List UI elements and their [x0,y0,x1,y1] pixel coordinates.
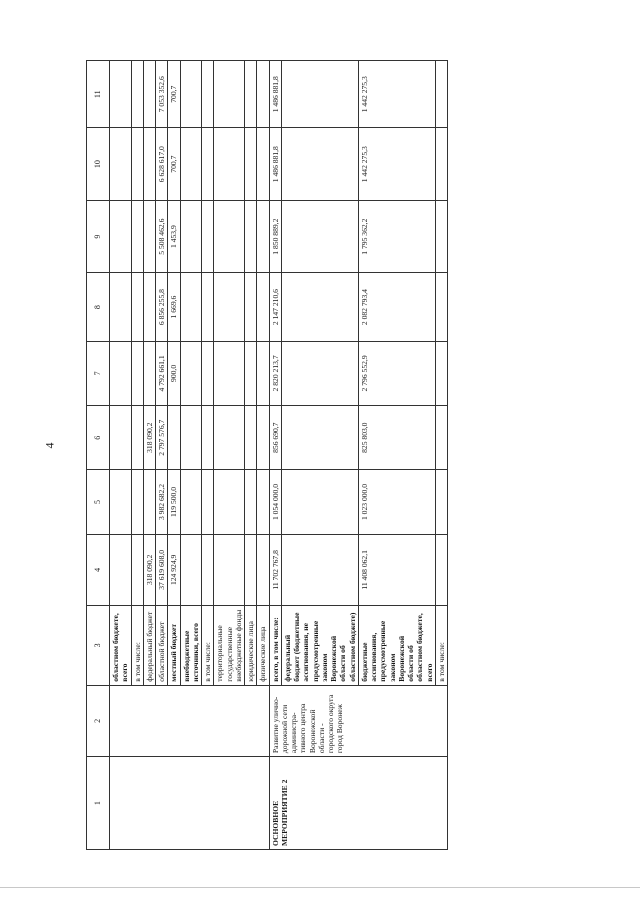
value-cell [180,200,202,272]
value-cell [202,61,214,128]
activity-title: ОСНОВНОЕ МЕРОПРИЯТИЕ 2 [269,757,448,850]
value-cell [180,61,202,128]
value-cell: 1 486 881,8 [269,128,281,200]
funding-source-label: областном бюджете, всего [110,606,132,686]
funding-source-label: всего, в том числе: [269,606,281,686]
value-cell [257,128,269,200]
value-cell [257,534,269,605]
value-cell [435,273,447,341]
header-row [87,61,110,850]
value-cell [131,341,143,405]
value-cell [168,406,180,470]
col-header: 9 [87,200,110,272]
value-cell [214,534,245,605]
description-cell-empty [110,685,270,756]
value-cell [257,470,269,534]
value-cell: 11 408 062,1 [358,534,435,605]
value-cell [202,273,214,341]
value-cell: 6 856 255,8 [156,273,168,341]
value-cell [131,61,143,128]
page-divider [0,887,640,888]
value-cell [281,341,358,405]
rotated-table-container [86,60,596,850]
value-cell [110,128,132,200]
value-cell: 318 090,2 [143,406,155,470]
value-cell [435,200,447,272]
value-cell: 1 442 275,3 [358,128,435,200]
value-cell [143,341,155,405]
value-cell: 7 053 352,6 [156,61,168,128]
value-cell [131,534,143,605]
funding-source-label: физические лица [257,606,269,686]
value-cell: 856 690,7 [269,406,281,470]
value-cell [281,470,358,534]
value-cell: 119 500,0 [168,470,180,534]
value-cell [435,61,447,128]
col-header: 2 [87,685,110,756]
value-cell [180,406,202,470]
funding-source-label: федеральный бюджет [143,606,155,686]
value-cell: 11 702 767,8 [269,534,281,605]
col-header: 7 [87,341,110,405]
value-cell: 318 090,2 [143,534,155,605]
value-cell: 825 803,0 [358,406,435,470]
funding-source-label: территориальные государственные внебюджетные фонды [214,606,245,686]
value-cell: 2 797 576,7 [156,406,168,470]
value-cell [110,273,132,341]
value-cell [257,61,269,128]
value-cell [202,534,214,605]
value-cell [131,470,143,534]
value-cell: 700,7 [168,61,180,128]
value-cell [281,534,358,605]
value-cell [180,128,202,200]
value-cell: 5 508 462,6 [156,200,168,272]
funding-source-label: областной бюджет [156,606,168,686]
value-cell: 4 792 661,1 [156,341,168,405]
value-cell [202,406,214,470]
col-header: 10 [87,128,110,200]
table-row [110,61,132,850]
value-cell [281,200,358,272]
value-cell [435,470,447,534]
col-header: 8 [87,273,110,341]
value-cell [131,406,143,470]
funding-source-label: в том числе: [202,606,214,686]
value-cell [245,341,257,405]
value-cell: 1 486 881,8 [269,61,281,128]
value-cell [202,200,214,272]
value-cell [281,128,358,200]
col-header: 5 [87,470,110,534]
value-cell [435,406,447,470]
value-cell [214,200,245,272]
table-body [110,61,448,850]
value-cell [435,128,447,200]
value-cell: 1 669,6 [168,273,180,341]
value-cell: 1 453,9 [168,200,180,272]
value-cell: 900,0 [168,341,180,405]
funding-source-label: бюджетные ассигнования, предусмотренные законом Воронежской области об областном бюджете, всего [358,606,435,686]
funding-source-label: местный бюджет [168,606,180,686]
value-cell: 1 442 275,3 [358,61,435,128]
value-cell [143,61,155,128]
col-header: 3 [87,606,110,686]
value-cell: 6 628 617,0 [156,128,168,200]
value-cell [131,128,143,200]
value-cell: 700,7 [168,128,180,200]
value-cell: 1 054 000,0 [269,470,281,534]
value-cell [214,61,245,128]
value-cell: 1 795 362,2 [358,200,435,272]
value-cell [110,341,132,405]
value-cell [257,341,269,405]
value-cell [214,273,245,341]
funding-source-label: внебюджетные источники, всего [180,606,202,686]
value-cell [245,406,257,470]
value-cell: 2 147 210,6 [269,273,281,341]
value-cell [180,534,202,605]
value-cell [202,470,214,534]
table-row [269,61,281,850]
value-cell [245,61,257,128]
col-header: 11 [87,61,110,128]
funding-source-label: юридические лица [245,606,257,686]
value-cell: 124 924,9 [168,534,180,605]
value-cell: 1 023 000,0 [358,470,435,534]
col-header: 1 [87,757,110,850]
value-cell [110,406,132,470]
value-cell [180,341,202,405]
value-cell [214,470,245,534]
activity-cell-empty [110,757,270,850]
value-cell [245,273,257,341]
value-cell [214,341,245,405]
value-cell [245,470,257,534]
value-cell [143,273,155,341]
value-cell [257,273,269,341]
value-cell [214,406,245,470]
value-cell [131,273,143,341]
value-cell [110,534,132,605]
value-cell: 3 982 682,2 [156,470,168,534]
value-cell [110,470,132,534]
value-cell [435,534,447,605]
value-cell [143,470,155,534]
page-number: 4 [42,442,57,449]
value-cell: 37 619 608,0 [156,534,168,605]
value-cell [281,273,358,341]
value-cell [257,200,269,272]
funding-source-label: в том числе: [131,606,143,686]
value-cell [202,128,214,200]
value-cell [257,406,269,470]
value-cell [180,273,202,341]
value-cell [281,61,358,128]
value-cell: 2 082 793,4 [358,273,435,341]
value-cell [110,200,132,272]
value-cell [245,200,257,272]
funding-source-label: федеральный бюджет (бюджетные ассигнования, не предусмотренные законом Воронежской области об областном бюджете) [281,606,358,686]
value-cell [435,341,447,405]
col-header: 4 [87,534,110,605]
activity-description: Развитие улично-дорожной сети администра-тивного центра Воронежской области - городского округа город Воронеж [269,685,448,756]
value-cell: 1 850 889,2 [269,200,281,272]
value-cell [143,200,155,272]
funding-source-label: в том числе: [435,606,447,686]
value-cell [131,200,143,272]
value-cell [110,61,132,128]
value-cell [245,128,257,200]
value-cell [202,341,214,405]
value-cell: 2 796 552,9 [358,341,435,405]
value-cell [281,406,358,470]
value-cell [143,128,155,200]
value-cell [214,128,245,200]
value-cell [180,470,202,534]
value-cell [245,534,257,605]
budget-table [86,60,448,850]
col-header: 6 [87,406,110,470]
value-cell: 2 820 213,7 [269,341,281,405]
